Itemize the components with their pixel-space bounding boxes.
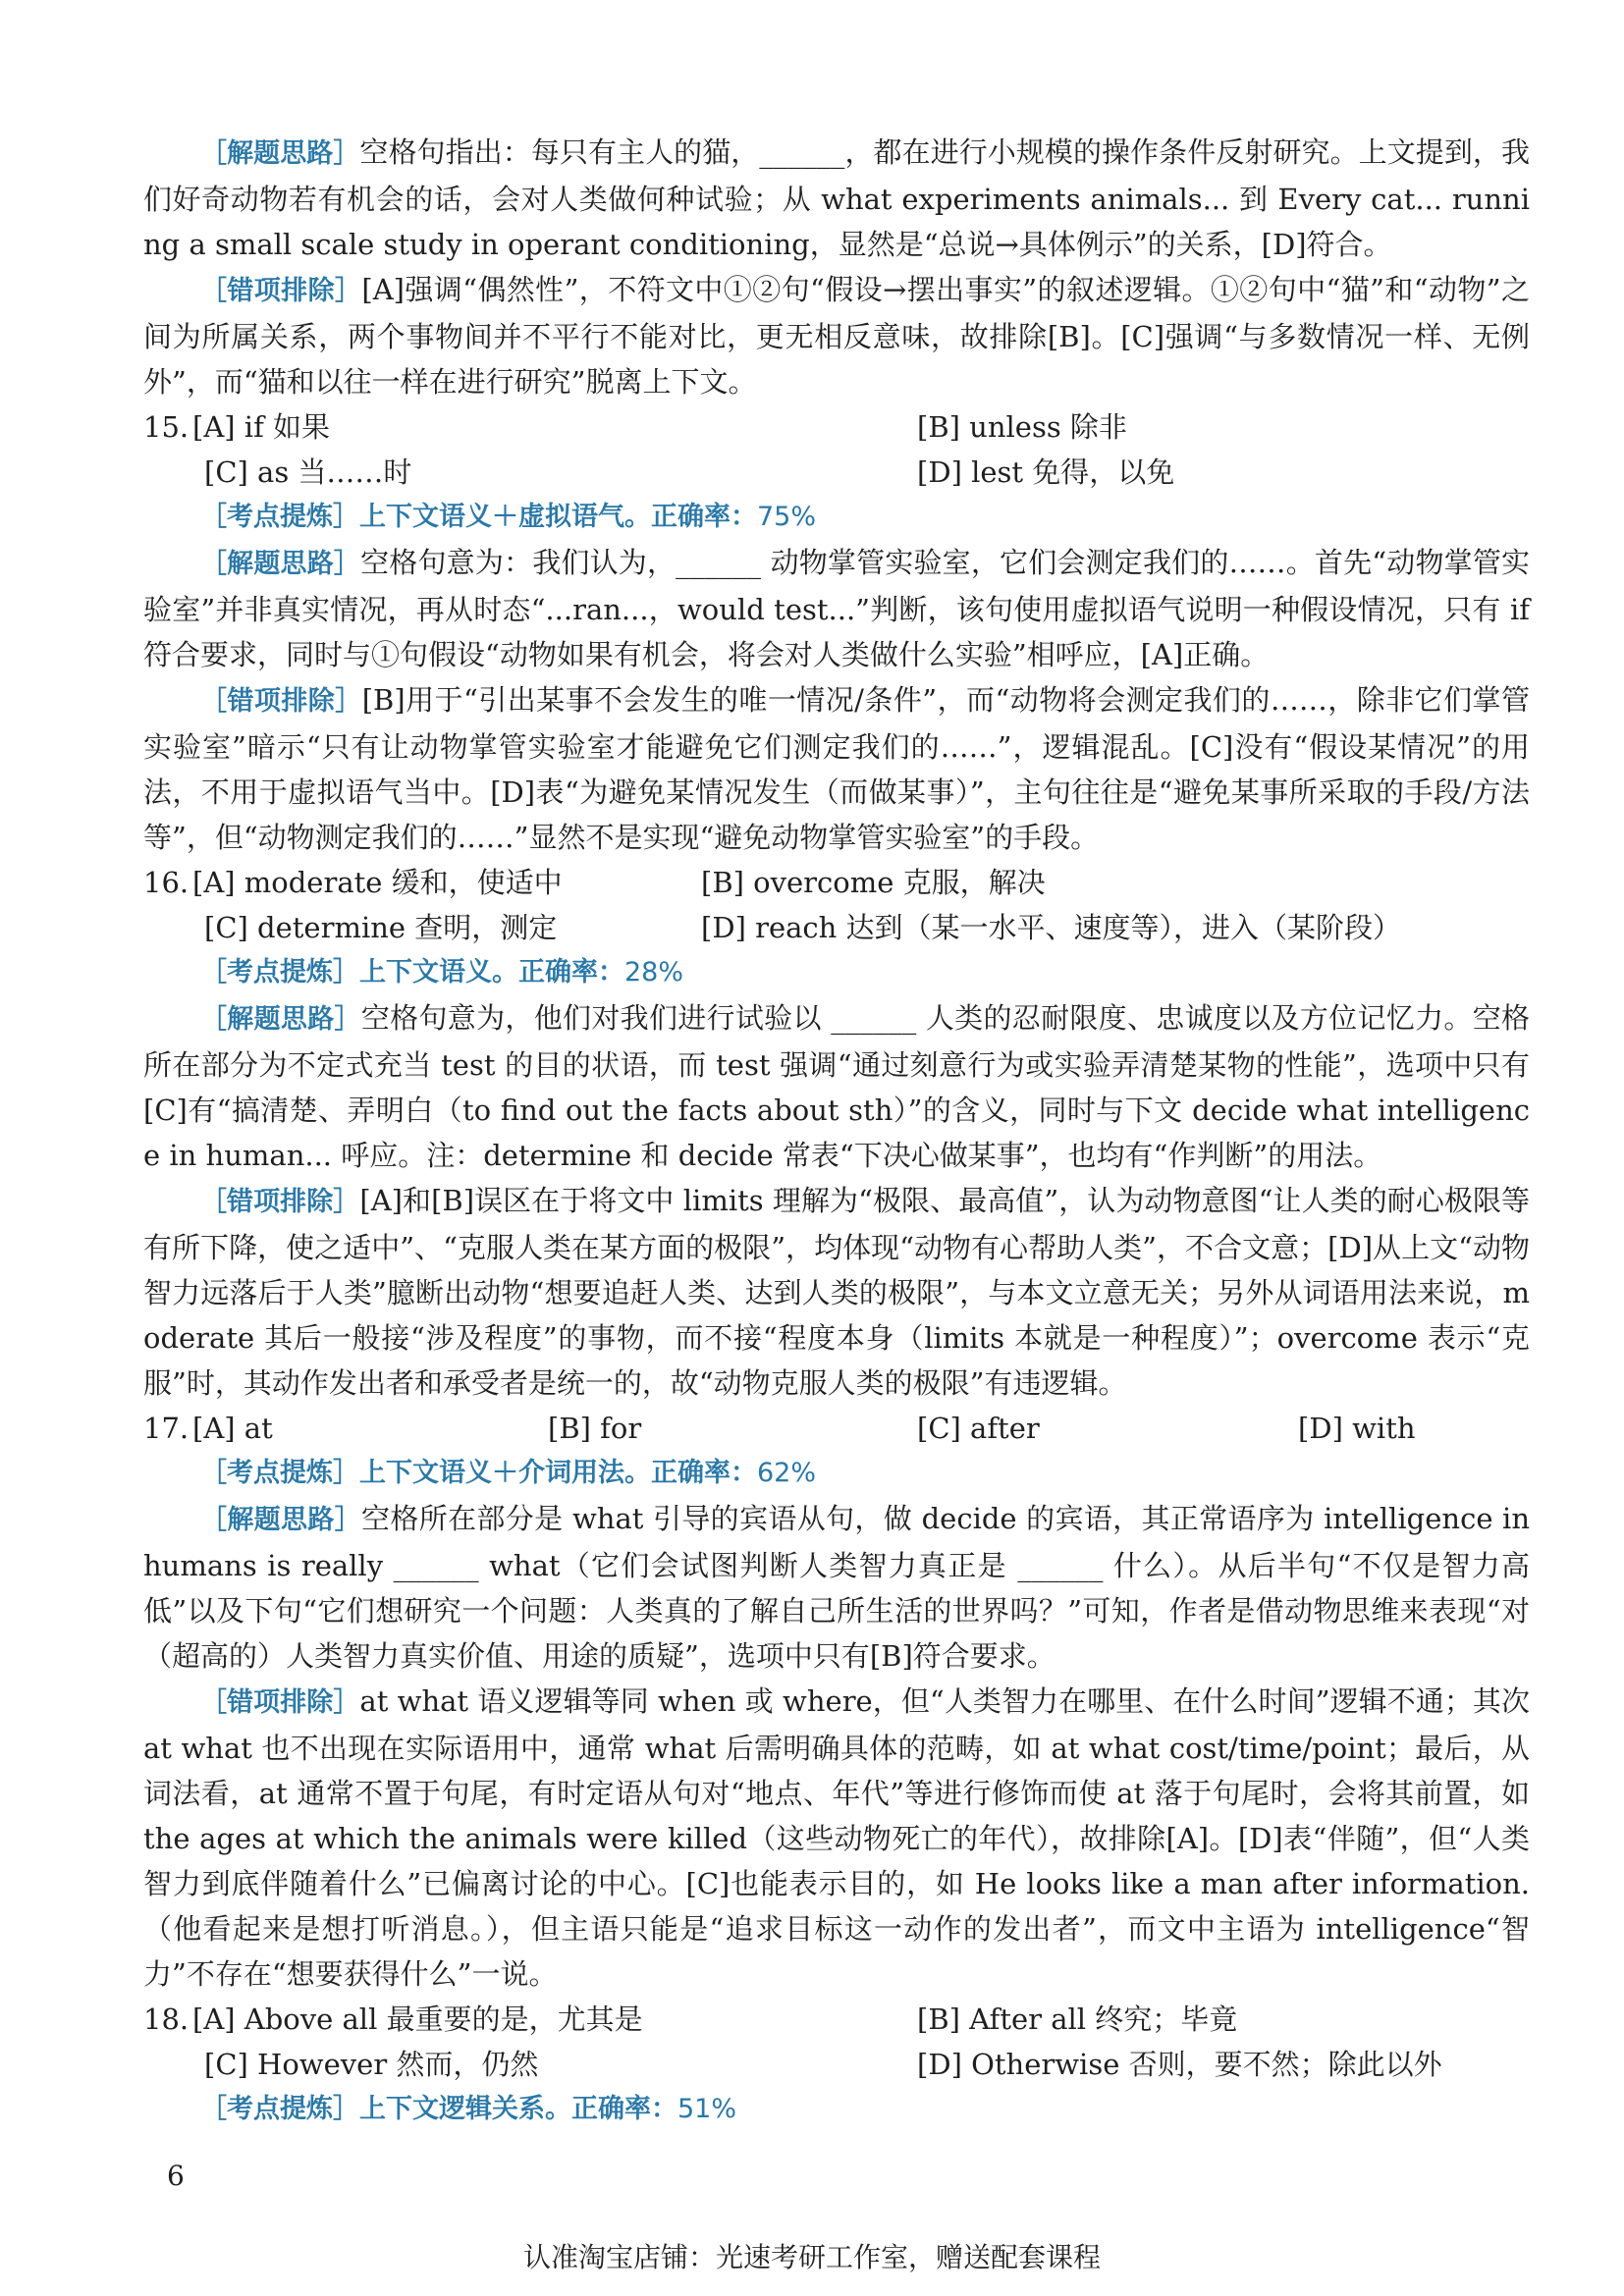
- accuracy-rate: 75%: [757, 502, 817, 532]
- paragraph-text: 空格句意为：我们认为，______ 动物掌管实验室，它们会测定我们的……。首先“动物掌管实验室”并非真实情况，再从时态“...ran...，would test...”判断，该句使用虚拟语气说明一种假设情况，只有 if 符合要求，同时与①句假设“动物如果有机会，将会对人类做什么实验”相呼应，[A]正确。: [143, 546, 1531, 671]
- option-d: [D] with: [1298, 1412, 1416, 1445]
- accuracy-rate: 51%: [677, 2094, 737, 2124]
- question-number: 18.: [143, 2002, 189, 2036]
- key-point-text: 上下文语义＋介词用法。正确率：: [359, 1458, 757, 1488]
- option-a: [A] moderate 缓和，使适中: [192, 866, 563, 899]
- key-point-tag: ［考点提炼］: [200, 2094, 359, 2124]
- key-point-text: 上下文语义＋虚拟语气。正确率：: [359, 502, 757, 532]
- section-tag: ［错项排除］: [200, 686, 362, 717]
- key-point: [143, 1451, 1530, 1496]
- paragraph-text: 空格句意为，他们对我们进行试验以 ______ 人类的忍耐限度、忠诚度以及方位记忆力。空格所在部分为不定式充当 test 的目的状语，而 test 强调“通过刻意行为或实验弄清楚某物的性能”，选项中只有[C]有“搞清楚、弄明白（to find out the facts about sth）”的含义，同时与下文 decide what intelligence in human... 呼应。注：determine 和 decide 常表“下决心做某事”，也均有“作判断”的用法。: [143, 1001, 1530, 1172]
- question-18-options: [143, 1997, 1530, 2087]
- option-a: [A] Above all 最重要的是，尤其是: [192, 2002, 643, 2036]
- key-point: [143, 950, 1530, 995]
- question-number: 16.: [143, 866, 189, 899]
- paragraph-text: 空格所在部分是 what 引导的宾语从句，做 decide 的宾语，其正常语序为 intelligence in humans is really ______ what（它们会试图判断人类智力真正是 ______ 什么）。从后半句“不仅是智力高低”以及下句“它们想研究一个问题：人类真的了解自己所生活的世界吗？”可知，作者是借动物思维来表现“对（超高的）人类智力真实价值、用途的质疑”，选项中只有[B]符合要求。: [143, 1502, 1531, 1673]
- option-a: [A] at: [192, 1412, 273, 1445]
- q16-explanation: [143, 995, 1530, 1178]
- option-b: [B] unless 除非: [917, 410, 1127, 444]
- q17-wrong-options: [143, 1679, 1530, 1997]
- question-number: 15.: [143, 410, 189, 444]
- section-tag: ［错项排除］: [200, 276, 362, 306]
- q14-wrong-options: [143, 267, 1530, 404]
- accuracy-rate: 28%: [624, 957, 684, 988]
- section-tag: ［错项排除］: [200, 1187, 360, 1217]
- question-17-options: [143, 1406, 1530, 1451]
- q15-wrong-options: [143, 677, 1530, 860]
- question-number: 17.: [143, 1412, 189, 1445]
- key-point-tag: ［考点提炼］: [200, 502, 359, 532]
- option-a: [A] if 如果: [192, 410, 331, 444]
- option-b: [B] for: [548, 1412, 642, 1445]
- key-point-text: 上下文逻辑关系。正确率：: [359, 2094, 677, 2124]
- option-d: [D] lest 免得，以免: [917, 455, 1175, 489]
- option-c: [C] determine 查明，测定: [204, 911, 558, 944]
- section-tag: ［解题思路］: [200, 1004, 361, 1035]
- q14-explanation: [143, 130, 1530, 267]
- option-c: [C] However 然而，仍然: [204, 2048, 539, 2081]
- key-point-text: 上下文语义。正确率：: [359, 957, 624, 988]
- section-tag: ［错项排除］: [200, 1687, 360, 1718]
- page-content: [143, 130, 1530, 2132]
- q16-wrong-options: [143, 1178, 1530, 1406]
- option-c: [C] after: [917, 1412, 1040, 1445]
- section-tag: ［解题思路］: [200, 1505, 362, 1535]
- key-point-tag: ［考点提炼］: [200, 957, 359, 988]
- section-tag: ［解题思路］: [200, 549, 361, 579]
- q15-explanation: [143, 540, 1530, 677]
- paragraph-text: 空格句指出：每只有主人的猫，______，都在进行小规模的操作条件反射研究。上文提到，我们好奇动物若有机会的话，会对人类做何种试验；从 what experiments animals... 到 Every cat... running a small scale study in operant conditioning，显然是“总说→具体例示”的关系，[D]符合。: [143, 135, 1531, 261]
- footer-note: 认准淘宝店铺：光速考研工作室，赠送配套课程: [522, 2241, 1101, 2273]
- q17-explanation: [143, 1496, 1530, 1679]
- option-b: [B] overcome 克服，解决: [701, 866, 1046, 899]
- accuracy-rate: 62%: [757, 1458, 817, 1488]
- section-tag: ［解题思路］: [200, 138, 360, 169]
- question-16-options: [143, 860, 1530, 950]
- key-point-tag: ［考点提炼］: [200, 1458, 359, 1488]
- option-d: [D] Otherwise 否则，要不然；除此以外: [917, 2048, 1442, 2081]
- paragraph-text: [B]用于“引出某事不会发生的唯一情况/条件”，而“动物将会测定我们的……，除非它们掌管实验室”暗示“只有让动物掌管实验室才能避免它们测定我们的……”，逻辑混乱。[C]没有“假设某情况”的用法，不用于虚拟语气当中。[D]表“为避免某情况发生（而做某事）”，主句往往是“避免某事所采取的手段/方法等”，但“动物测定我们的……”显然不是实现“避免动物掌管实验室”的手段。: [143, 683, 1530, 854]
- key-point: [143, 495, 1530, 540]
- paragraph-text: [A]和[B]误区在于将文中 limits 理解为“极限、最高值”，认为动物意图“让人类的耐心极限等有所下降，使之适中”、“克服人类在某方面的极限”，均体现“动物有心帮助人类”，不合文意；[D]从上文“动物智力远落后于人类”臆断出动物“想要追赶人类、达到人类的极限”，与本文立意无关；另外从词语用法来说，moderate 其后一般接“涉及程度”的事物，而不接“程度本身（limits 本就是一种程度）”；overcome 表示“克服”时，其动作发出者和承受者是统一的，故“动物克服人类的极限”有违逻辑。: [143, 1184, 1531, 1400]
- question-15-options: [143, 404, 1530, 495]
- paragraph-text: at what 语义逻辑等同 when 或 where，但“人类智力在哪里、在什么时间”逻辑不通；其次 at what 也不出现在实际语用中，通常 what 后需明确具体的范畴，如 at what cost/time/point；最后，从词法看，at 通常不置于句尾，有时定语从句对“地点、年代”等进行修饰而使 at 落于句尾时，会将其前置，如 the ages at which the animals were killed（这些动物死亡的年代），故排除[A]。[D]表“伴随”，但“人类智力到底伴随着什么”已偏离讨论的中心。[C]也能表示目的，如 He looks like a man after information.（他看起来是想打听消息。），但主语只能是“追求目标这一动作的发出者”，而文中主语为 intelligence“智力”不存在“想要获得什么”一说。: [143, 1684, 1530, 1991]
- page-number: 6: [167, 2160, 185, 2192]
- key-point: [143, 2087, 1530, 2132]
- option-d: [D] reach 达到（某一水平、速度等），进入（某阶段）: [701, 911, 1402, 944]
- option-c: [C] as 当……时: [204, 455, 412, 489]
- paragraph-text: [A]强调“偶然性”，不符文中①②句“假设→摆出事实”的叙述逻辑。①②句中“猫”和“动物”之间为所属关系，两个事物间并不平行不能对比，更无相反意味，故排除[B]。[C]强调“与多数情况一样、无例外”，而“猫和以往一样在进行研究”脱离上下文。: [143, 273, 1530, 399]
- option-b: [B] After all 终究；毕竟: [917, 2002, 1238, 2036]
